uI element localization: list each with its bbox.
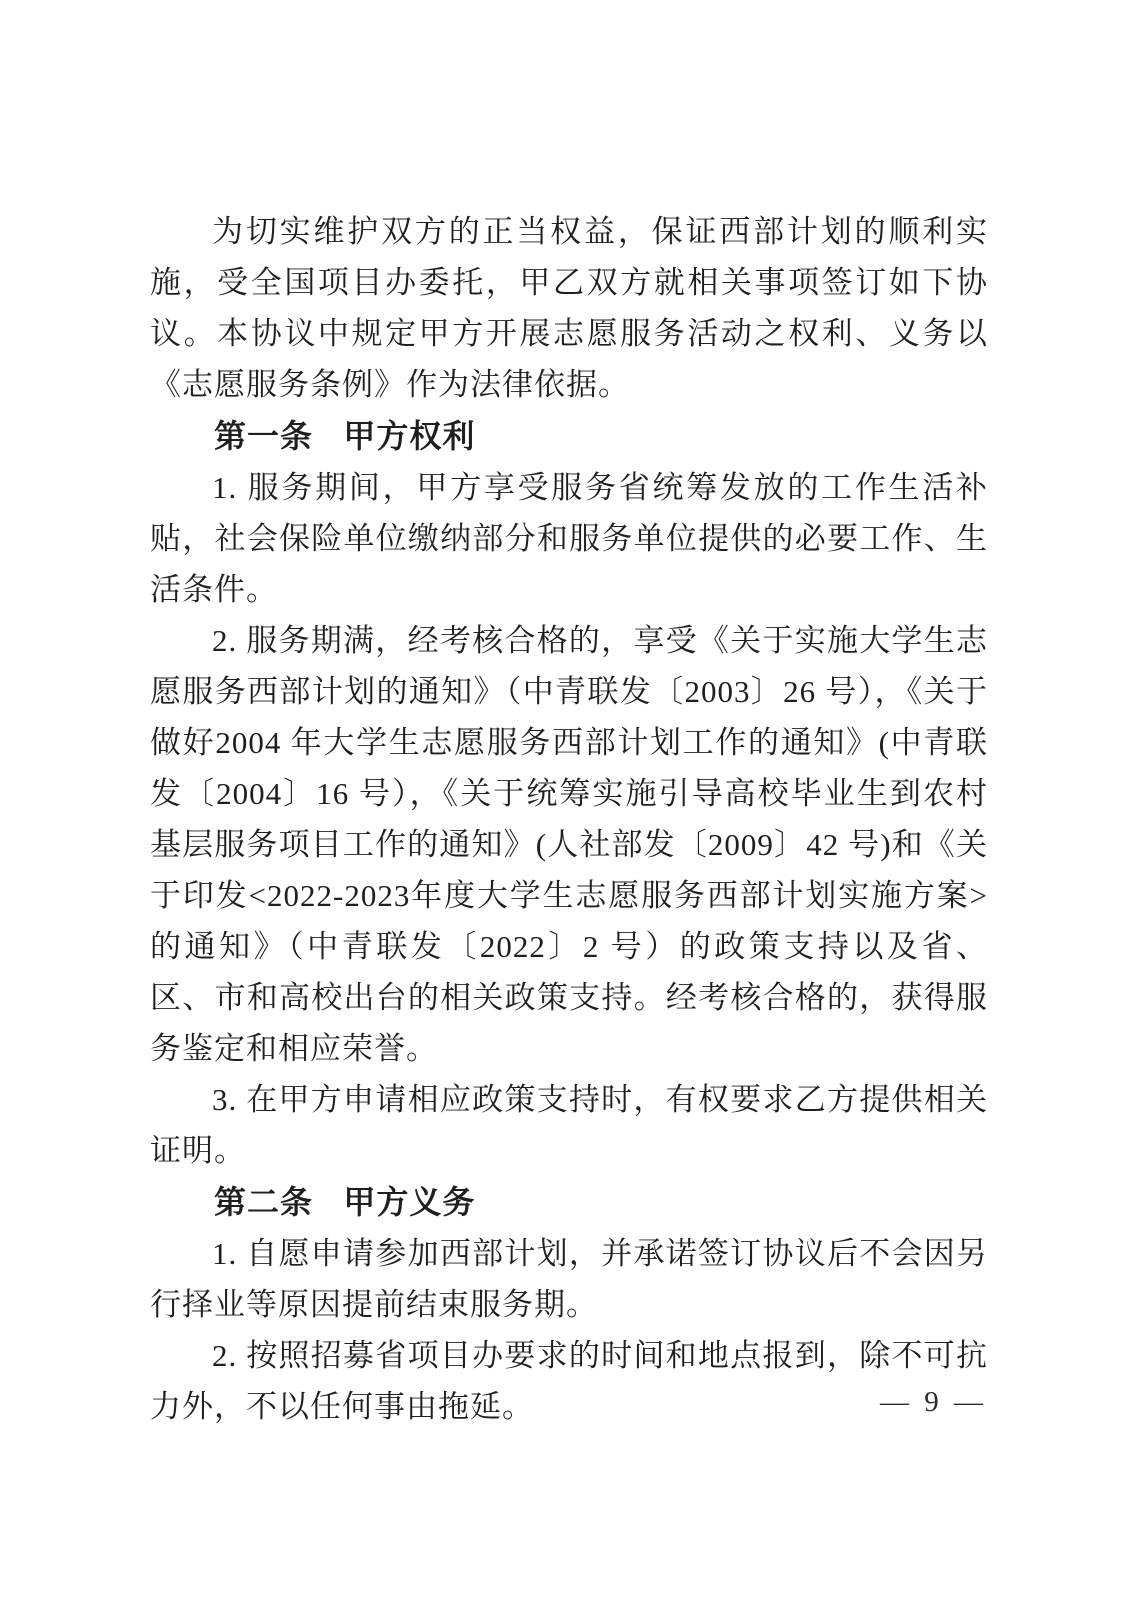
page-number: — 9 — bbox=[880, 1386, 987, 1418]
section-title: 甲方权利 bbox=[343, 418, 476, 454]
section-title: 甲方义务 bbox=[343, 1184, 476, 1220]
section-heading-article-2 bbox=[150, 1176, 988, 1228]
article-2-paragraph-1: 1. 自愿申请参加西部计划，并承诺签订协议后不会因另行择业等原因提前结束服务期。 bbox=[150, 1236, 988, 1322]
section-number: 第二条 bbox=[214, 1184, 314, 1220]
page-footer bbox=[880, 1382, 987, 1422]
section-number: 第一条 bbox=[214, 418, 314, 454]
intro-paragraph: 为切实维护双方的正当权益，保证西部计划的顺利实施，受全国项目办委托，甲乙双方就相关事项签订如下协议。本协议中规定甲方开展志愿服务活动之权利、义务以《志愿服务条例》作为法律依据。 bbox=[150, 214, 988, 402]
section-heading-article-1 bbox=[150, 410, 988, 462]
article-1-paragraph-2: 2. 服务期满，经考核合格的，享受《关于实施大学生志愿服务西部计划的通知》（中青联发〔2003〕26 号），《关于做好2004 年大学生志愿服务西部计划工作的通知》(中青联发〔2004〕16 号），《关于统筹实施引导高校毕业生到农村基层服务项目工作的通知》(人社部发〔2009〕42 号)和《关于印发<2022-2023年度大学生志愿服务西部计划实施方案>的通知》（中青联发〔2022〕2 号）的政策支持以及省、区、市和高校出台的相关政策支持。经考核合格的，获得服务鉴定和相应荣誉。 bbox=[150, 623, 988, 1066]
article-1-paragraph-1: 1. 服务期间，甲方享受服务省统筹发放的工作生活补贴，社会保险单位缴纳部分和服务单位提供的必要工作、生活条件。 bbox=[150, 470, 988, 607]
article-2-paragraph-2: 2. 按照招募省项目办要求的时间和地点报到，除不可抗力外，不以任何事由拖延。 bbox=[150, 1338, 988, 1424]
article-1-paragraph-3: 3. 在甲方申请相应政策支持时，有权要求乙方提供相关证明。 bbox=[150, 1082, 988, 1168]
document-body bbox=[150, 206, 988, 1432]
